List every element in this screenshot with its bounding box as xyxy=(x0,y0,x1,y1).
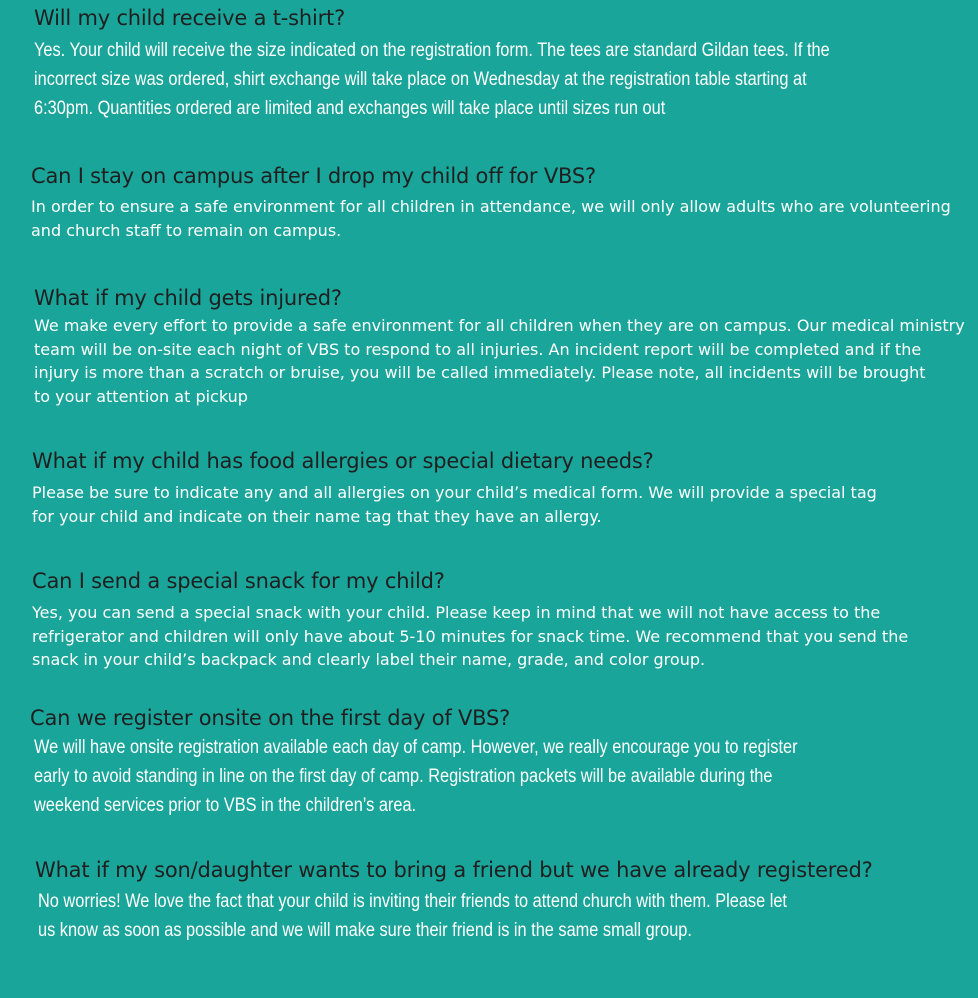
faq-question: Will my child receive a t-shirt? xyxy=(34,6,346,30)
faq-answer: We make every effort to provide a safe environment for all children when they are on campus. Our medical ministry team will be on-site each night of VBS to respond to all injuries. An incident report will be completed and if the injury is more than a scratch or bruise, you will be called immediately. Please note, all incidents will be brought to your attention at pickup xyxy=(34,316,965,406)
faq-answer: We will have onsite registration available each day of camp. However, we really encourage you to register early to avoid standing in line on the first day of camp. Registration packets will be available during the weekend services prior to VBS in the children’s area. xyxy=(34,737,798,816)
faq-item-injury xyxy=(34,285,965,408)
faq-item-campus xyxy=(31,163,951,242)
faq-answer: Please be sure to indicate any and all allergies on your child’s medical form. We will provide a special tag for your child and indicate on their name tag that they have an allergy. xyxy=(32,483,877,526)
faq-question: What if my child has food allergies or special dietary needs? xyxy=(32,449,654,473)
faq-answer: No worries! We love the fact that your child is inviting their friends to attend church with them. Please let us know as soon as possible and we will make sure their friend is in the same small group. xyxy=(38,891,787,941)
faq-answer: Yes, you can send a special snack with your child. Please keep in mind that we will not have access to the refrigerator and children will only have about 5-10 minutes for snack time. We recommend that you send the snack in your child’s backpack and clearly label their name, grade, and color group. xyxy=(32,603,909,669)
faq-answer: Yes. Your child will receive the size indicated on the registration form. The tees are standard Gildan tees. If the incorrect size was ordered, shirt exchange will take place on Wednesday at the registration table starting at 6:30pm. Quantities ordered are limited and exchanges will take place until sizes run out xyxy=(34,40,830,119)
faq-item-snack xyxy=(32,568,908,672)
faq-question: Can we register onsite on the first day of VBS? xyxy=(30,706,511,730)
faq-question: Can I stay on campus after I drop my child off for VBS? xyxy=(31,164,596,188)
faq-item-bring-friend xyxy=(35,857,978,945)
faq-item-allergies xyxy=(32,448,877,528)
faq-answer: In order to ensure a safe environment for all children in attendance, we will only allow adults who are volunteering and church staff to remain on campus. xyxy=(31,197,951,240)
faq-item-register-onsite xyxy=(30,705,978,820)
faq-question: Can I send a special snack for my child? xyxy=(32,569,445,593)
faq-item-tshirt xyxy=(34,5,978,123)
faq-question: What if my son/daughter wants to bring a friend but we have already registered? xyxy=(35,858,873,882)
faq-question: What if my child gets injured? xyxy=(34,286,342,310)
